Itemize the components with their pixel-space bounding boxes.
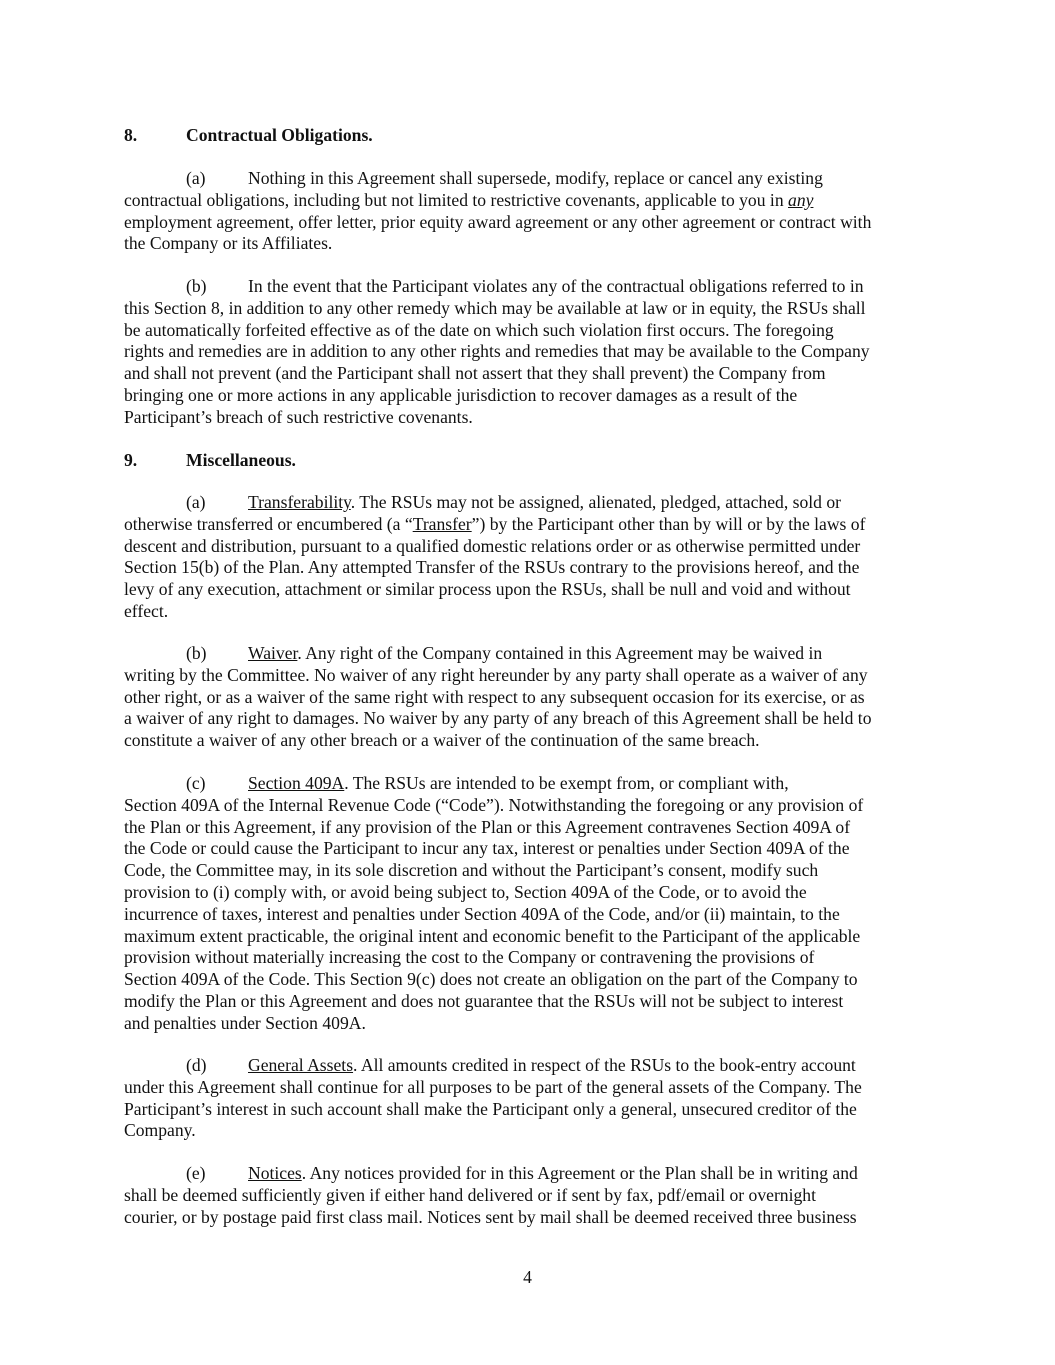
emphasis-any: any (788, 189, 814, 210)
paragraph-heading: General Assets (248, 1055, 354, 1075)
paragraph-9c: (c) Section 409A. The RSUs are intended to be exempt from, or compliant with, Section 409A of the Internal Revenue Code (“Code”). Notwithstanding the foregoing or any provision of the Plan or this Agreement, if any provision of the Plan or this Agreement contravenes Section 409A of the Code or could cause the Participant to incur any tax, interest or penalties under Section 409A of the Code, the Committee may, in its sole discretion and without the Participant’s consent, modify such provision to (i) comply with, or avoid being subject to, Section 409A of the Code, or to avoid the incurrence of taxes, interest and penalties under Section 409A of the Code, and/or (ii) maintain, to the maximum extent practicable, the original intent and economic benefit to the Participant of the applicable provision without materially increasing the cost to the Company or contravening the provisions of Section 409A of the Code. This Section 9(c) does not create an obligation on the part of the Company to modify the Plan or this Agreement and does not guarantee that the RSUs will not be subject to interest and penalties under Section 409A. (124, 773, 864, 1033)
paragraph-label: (d) (186, 1055, 207, 1075)
section-number: 9. (124, 450, 138, 470)
paragraph-label: (b) (186, 276, 207, 296)
paragraph-heading: Waiver (248, 643, 298, 663)
paragraph-heading: Notices (248, 1163, 302, 1183)
paragraph-label: (a) (186, 168, 206, 188)
paragraph-label: (b) (186, 643, 207, 663)
paragraph-label: (e) (186, 1163, 206, 1183)
section-8-heading (124, 125, 934, 147)
paragraph-9e: (e) Notices. Any notices provided for in this Agreement or the Plan shall be in writing and shall be deemed sufficiently given if either hand delivered or if sent by fax, pdf/email or overnight courier, or by postage paid first class mail. Notices sent by mail shall be deemed received three business (124, 1163, 858, 1227)
section-number: 8. (124, 125, 138, 145)
page-number: 4 (523, 1267, 532, 1287)
paragraph-8a: (a) Nothing in this Agreement shall supersede, modify, replace or cancel any existing contractual obligations, including but not limited to restrictive covenants, applicable to you in any employment agreement, offer letter, prior equity award agreement or any other agreement or contract with the Company or its Affiliates. (124, 168, 872, 254)
paragraph-label: (a) (186, 492, 206, 512)
paragraph-label: (c) (186, 773, 206, 793)
paragraph-8b: (b) In the event that the Participant violates any of the contractual obligations referred to in this Section 8, in addition to any other remedy which may be available at law or in equity, the RSUs shall be automatically forfeited effective as of the date on which such violation first occurs. The foregoing rights and remedies are in addition to any other rights and remedies that may be available to the Company and shall not prevent (and the Participant shall not assert that they shall prevent) the Company from bringing one or more actions in any applicable jurisdiction to recover damages as a result of the Participant’s breach of such restrictive covenants. (124, 276, 870, 427)
section-title: Contractual Obligations. (186, 125, 373, 145)
paragraph-9b: (b) Waiver. Any right of the Company contained in this Agreement may be waived in writing by the Committee. No waiver of any right hereunder by any party shall operate as a waiver of any other right, or as a waiver of the same right with respect to any subsequent occasion for its exercise, or as a waiver of any right to damages. No waiver by any party of any breach of this Agreement shall be held to constitute a waiver of any other breach or a waiver of the continuation of the same breach. (124, 643, 872, 751)
section-title: Miscellaneous. (186, 450, 296, 470)
paragraph-9d: (d) General Assets. All amounts credited in respect of the RSUs to the book-entry account under this Agreement shall continue for all purposes to be part of the general assets of the Company. The Participant’s interest in such account shall make the Participant only a general, unsecured creditor of the Company. (124, 1055, 862, 1141)
defined-term-transfer: Transfer (412, 513, 472, 534)
paragraph-heading: Section 409A (248, 773, 345, 793)
paragraph-heading: Transferability (248, 492, 351, 512)
section-9-heading (124, 450, 934, 472)
paragraph-9a: (a) Transferability. The RSUs may not be assigned, alienated, pledged, attached, sold or otherwise transferred or encumbered (a “Transfer”) by the Participant other than by will or by the laws of descent and distribution, pursuant to a qualified domestic relations order or as otherwise permitted under Section 15(b) of the Plan. Any attempted Transfer of the RSUs contrary to the provisions hereof, and the levy of any execution, attachment or similar process upon the RSUs, shall be null and void and without effect. (124, 492, 866, 621)
